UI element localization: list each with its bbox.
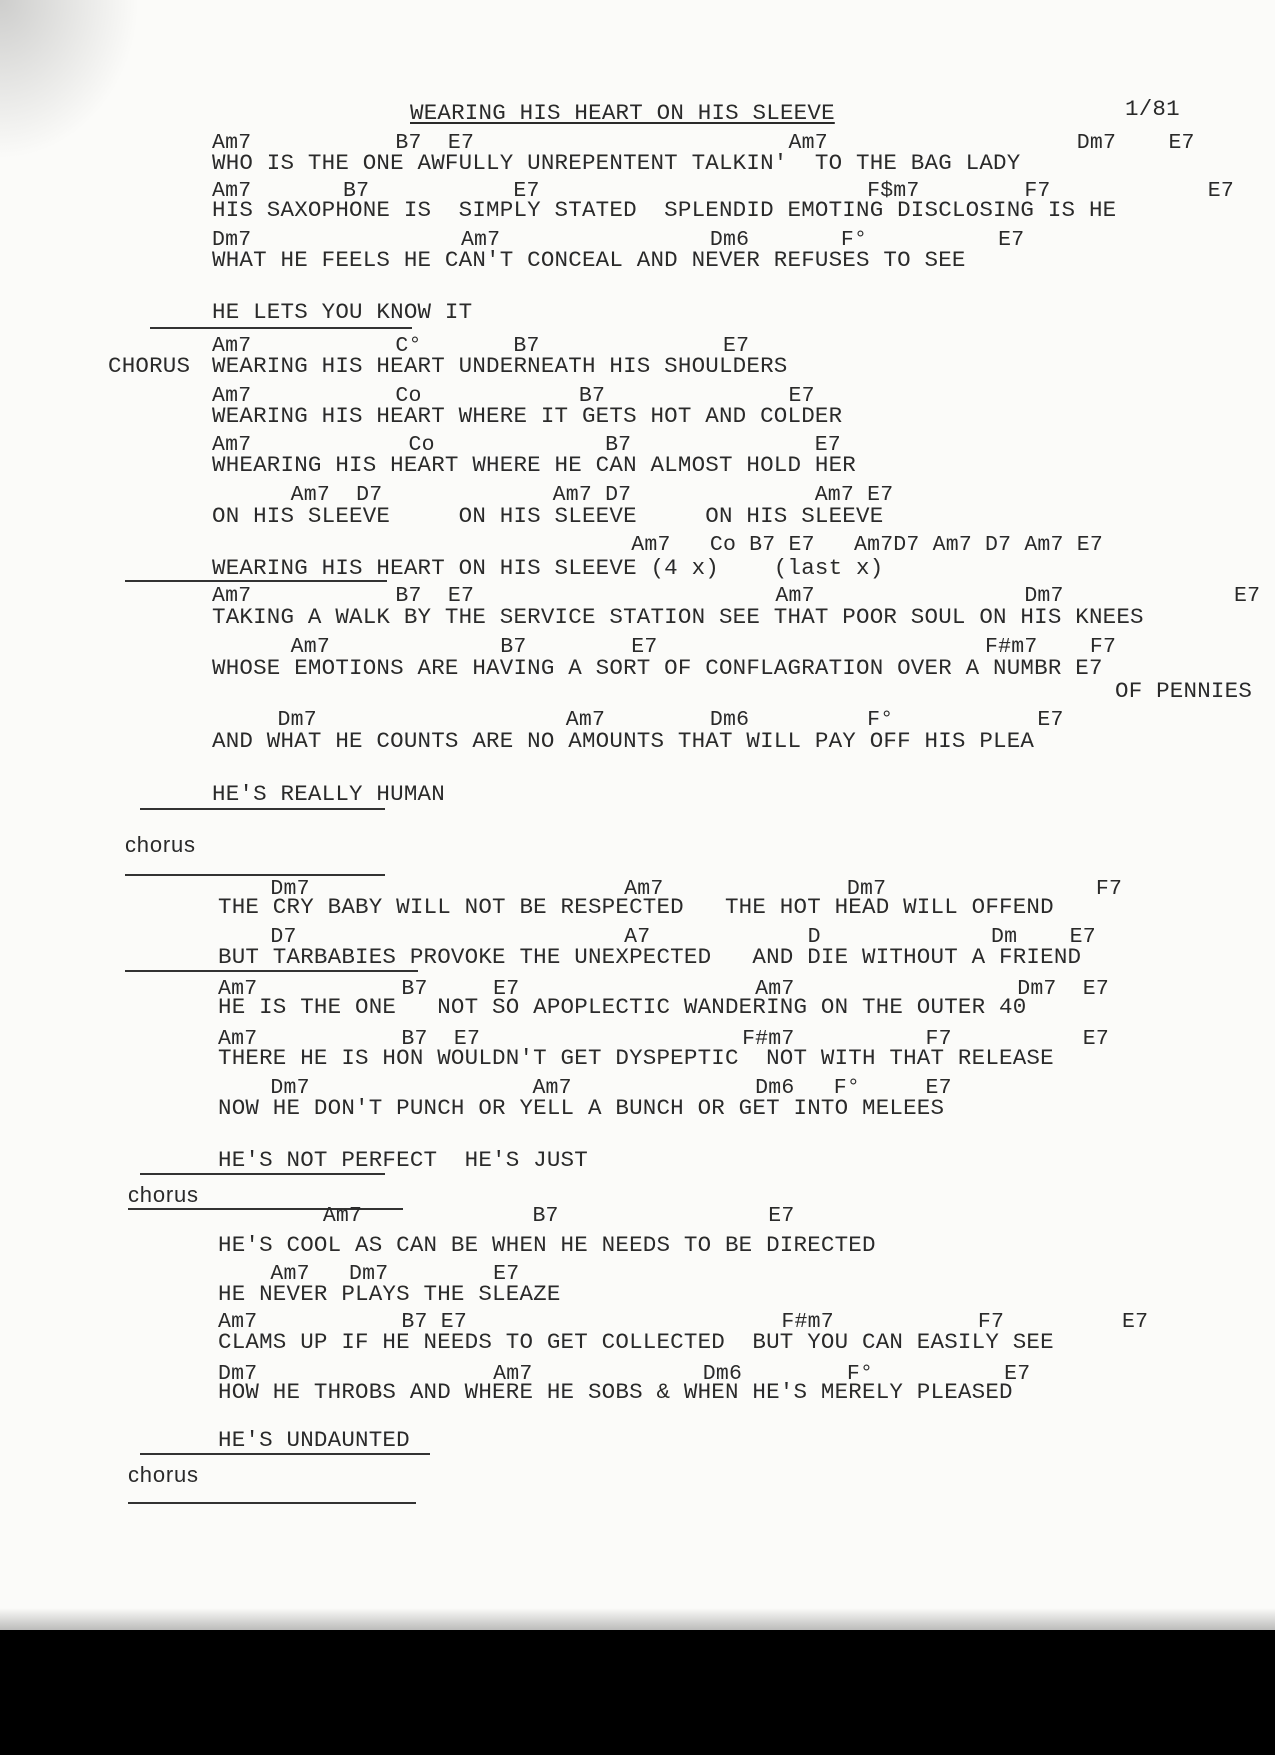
divider-rule — [125, 970, 418, 972]
divider-rule — [125, 874, 385, 876]
chord-line: Am7 D7 Am7 D7 Am7 E7 — [212, 483, 894, 507]
chorus-reference: chorus — [128, 1182, 199, 1207]
chord-line: Am7 B7 E7 Am7 Dm7 E7 — [218, 977, 1109, 1001]
divider-rule — [128, 1502, 416, 1504]
chord-line: Am7 B7 E7 F#m7 F7 E7 — [218, 1027, 1109, 1051]
lyric-line: WEARING HIS HEART ON HIS SLEEVE (4 x) (last x) — [212, 555, 884, 581]
divider-rule — [140, 808, 385, 810]
chord-line: Am7 Co B7 E7 Am7D7 Am7 D7 Am7 E7 — [212, 533, 1103, 557]
chord-line: Am7 B7 E7 Am7 Dm7 E7 — [212, 131, 1195, 155]
chord-line: Am7 B7 E7 F#m7 F7 E7 — [218, 1310, 1149, 1334]
chord-line: Am7 Co B7 E7 — [212, 384, 815, 408]
lyric-line: THERE HE IS HON WOULDN'T GET DYSPEPTIC NOT WITH THAT RELEASE — [218, 1045, 1054, 1071]
lyric-line: THE CRY BABY WILL NOT BE RESPECTED THE HOT HEAD WILL OFFEND — [218, 894, 1054, 920]
chord-line: Am7 B7 E7 — [218, 1204, 795, 1228]
page-number: 1/81 — [1125, 96, 1180, 122]
chord-line: Dm7 Am7 Dm6 F° E7 — [218, 1362, 1031, 1386]
divider-rule — [140, 1453, 430, 1455]
song-title: WEARING HIS HEART ON HIS SLEEVE — [410, 100, 835, 126]
lyric-line: TAKING A WALK BY THE SERVICE STATION SEE THAT POOR SOUL ON HIS KNEES — [212, 604, 1144, 630]
chorus-reference: chorus — [128, 1462, 199, 1487]
chord-line: Dm7 Am7 Dm6 F° E7 — [212, 708, 1064, 732]
chord-line: Am7 B7 E7 F$m7 F7 E7 — [212, 179, 1234, 203]
lyric-line: HE NEVER PLAYS THE SLEAZE — [218, 1281, 561, 1307]
lyric-line: WHAT HE FEELS HE CAN'T CONCEAL AND NEVER REFUSES TO SEE — [212, 247, 966, 273]
verse-tag: HE'S NOT PERFECT HE'S JUST — [218, 1147, 588, 1173]
chorus-reference: chorus — [125, 832, 196, 857]
lyric-line: HOW HE THROBS AND WHERE HE SOBS & WHEN HE'S MERELY PLEASED — [218, 1379, 1013, 1405]
verse-tag: HE'S UNDAUNTED — [218, 1427, 410, 1453]
lyric-line: ON HIS SLEEVE ON HIS SLEEVE ON HIS SLEEVE — [212, 503, 884, 529]
divider-rule — [140, 1173, 385, 1175]
lyric-line: WHOSE EMOTIONS ARE HAVING A SORT OF CONFLAGRATION OVER A NUMBR E7 — [212, 655, 1103, 681]
chorus-label: CHORUS — [108, 353, 191, 379]
lyric-line: WHO IS THE ONE AWFULLY UNREPENTENT TALKIN' TO THE BAG LADY — [212, 150, 1021, 176]
lyric-line: WEARING HIS HEART WHERE IT GETS HOT AND COLDER — [212, 403, 843, 429]
lyric-line: WHEARING HIS HEART WHERE HE CAN ALMOST HOLD HER — [212, 452, 857, 478]
chord-line: Am7 B7 E7 Am7 Dm7 E7 — [212, 584, 1261, 608]
lyric-line: HE IS THE ONE NOT SO APOPLECTIC WANDERING ON THE OUTER 40 — [218, 994, 1027, 1020]
chord-line: Dm7 Am7 Dm7 F7 — [218, 877, 1123, 901]
chord-line: D7 A7 D Dm E7 — [218, 925, 1096, 949]
lyric-line-continuation: OF PENNIES — [1115, 678, 1253, 704]
lyric-line: WEARING HIS HEART UNDERNEATH HIS SHOULDERS — [212, 353, 788, 379]
lyric-line: HIS SAXOPHONE IS SIMPLY STATED SPLENDID EMOTING DISCLOSING IS HE — [212, 197, 1117, 223]
lyric-line: CLAMS UP IF HE NEEDS TO GET COLLECTED BUT YOU CAN EASILY SEE — [218, 1329, 1054, 1355]
chord-line: Am7 Dm7 E7 — [218, 1262, 520, 1286]
chord-line: Am7 C° B7 E7 — [212, 334, 750, 358]
verse-tag: HE'S REALLY HUMAN — [212, 781, 445, 807]
chord-line: Am7 B7 E7 F#m7 F7 — [212, 635, 1117, 659]
chord-line: Dm7 Am7 Dm6 F° E7 — [218, 1076, 952, 1100]
lyric-line: NOW HE DON'T PUNCH OR YELL A BUNCH OR GET INTO MELEES — [218, 1095, 945, 1121]
lyric-line: BUT TARBABIES PROVOKE THE UNEXPECTED AND DIE WITHOUT A FRIEND — [218, 944, 1082, 970]
chord-line: Dm7 Am7 Dm6 F° E7 — [212, 228, 1025, 252]
lyric-line: HE'S COOL AS CAN BE WHEN HE NEEDS TO BE DIRECTED — [218, 1232, 876, 1258]
lyric-line: AND WHAT HE COUNTS ARE NO AMOUNTS THAT WILL PAY OFF HIS PLEA — [212, 728, 1035, 754]
chord-line: Am7 Co B7 E7 — [212, 433, 841, 457]
divider-rule — [125, 580, 387, 582]
divider-rule — [150, 327, 412, 329]
verse-tag: HE LETS YOU KNOW IT — [212, 299, 473, 325]
